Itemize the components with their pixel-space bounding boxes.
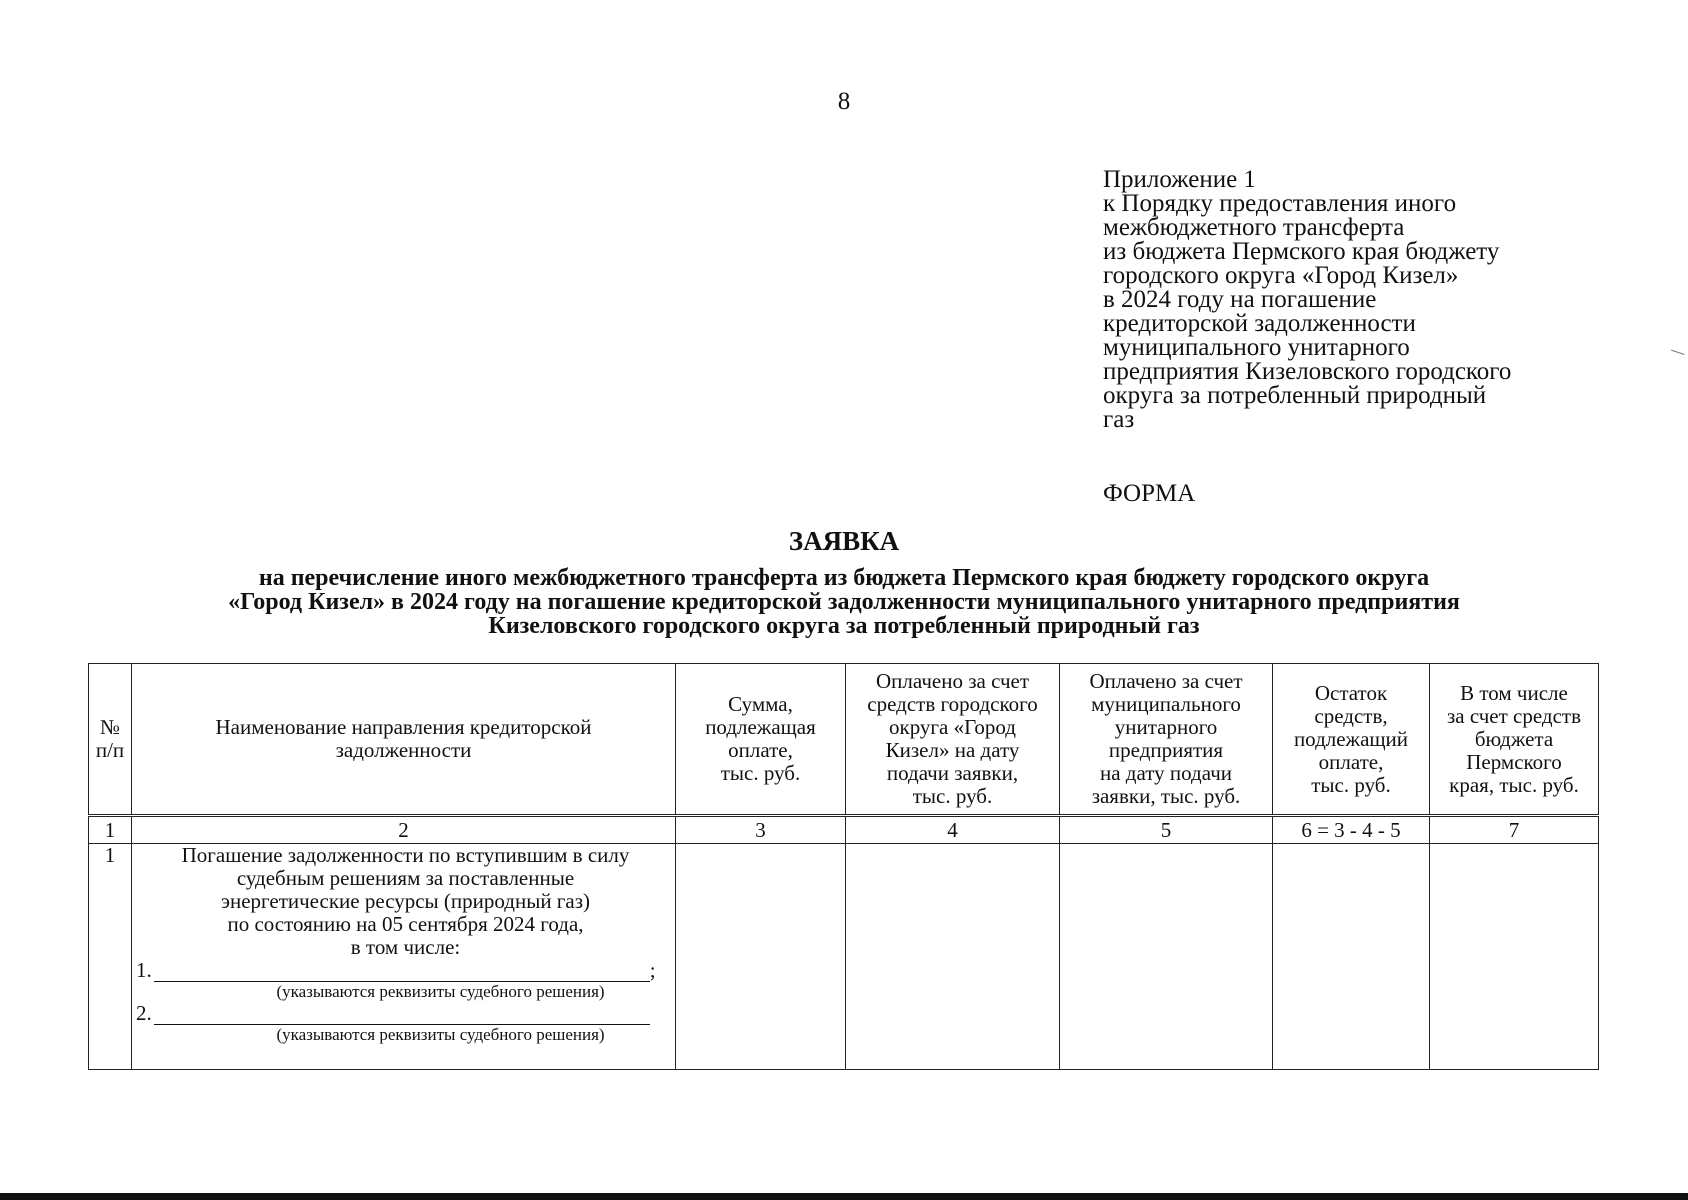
appendix-line: в 2024 году на погашение (1103, 286, 1377, 313)
subtitle-line: на перечисление иного межбюджетного трансферта из бюджета Пермского края бюджету городского округа (258, 565, 1430, 591)
header-row (89, 664, 1599, 816)
header-number: № п/п (89, 664, 132, 816)
court-decision-hint: (указываются реквизиты судебного решения) (276, 982, 605, 1001)
application-table (88, 663, 1599, 1070)
column-index: 1 (89, 816, 132, 844)
column-index: 5 (1060, 816, 1273, 844)
blank-underline (154, 961, 650, 982)
court-decision-hint: (указываются реквизиты судебного решения) (276, 1025, 605, 1044)
appendix-line: городского округа «Город Кизел» (1103, 262, 1459, 289)
header-name: Наименование направления кредиторской задолженности (132, 664, 676, 816)
blank-underline (154, 1004, 650, 1025)
cell-paid-city (846, 844, 1060, 1070)
court-decision-line-1: 1. ; (136, 958, 656, 982)
appendix-line: предприятия Кизеловского городского (1103, 358, 1512, 385)
appendix-line: кредиторской задолженности (1103, 310, 1416, 337)
appendix-line: Приложение 1 (1103, 166, 1256, 193)
column-index-row (89, 816, 1599, 844)
header-remaining: Остаток средств, подлежащий оплате, тыс. руб. (1273, 664, 1430, 816)
cell-paid-enterprise (1060, 844, 1273, 1070)
column-index: 7 (1430, 816, 1599, 844)
column-index: 2 (132, 816, 676, 844)
header-amount: Сумма, подлежащая оплате, тыс. руб. (676, 664, 846, 816)
header-paid-enterprise: Оплачено за счет муниципального унитарного предприятия на дату подачи заявки, тыс. руб. (1060, 664, 1273, 816)
column-index: 4 (846, 816, 1060, 844)
cell-regional-budget (1430, 844, 1599, 1070)
appendix-line: из бюджета Пермского края бюджету (1103, 238, 1500, 265)
table-row (89, 844, 1599, 1070)
page-number: 8 (837, 88, 851, 115)
header-paid-city: Оплачено за счет средств городского округа «Город Кизел» на дату подачи заявки, тыс. руб. (846, 664, 1060, 816)
scan-bottom-border (0, 1193, 1688, 1200)
appendix-line: округа за потребленный природный (1103, 382, 1487, 409)
document-title: ЗАЯВКА (788, 526, 900, 556)
scan-edge-mark (1671, 342, 1687, 355)
document-subtitle (0, 566, 1688, 638)
appendix-block (1103, 168, 1583, 432)
appendix-line: межбюджетного трансферта (1103, 214, 1405, 241)
appendix-line: к Порядку предоставления иного (1103, 190, 1457, 217)
appendix-line: муниципального унитарного (1103, 334, 1410, 361)
subtitle-line: «Город Кизел» в 2024 году на погашение кредиторской задолженности муниципального унитарного предприятия (228, 589, 1460, 615)
cell-amount (676, 844, 846, 1070)
form-label: ФОРМА (1103, 480, 1196, 507)
cell-remaining (1273, 844, 1430, 1070)
subtitle-line: Кизеловского городского округа за потребленный природный газ (488, 613, 1200, 639)
column-index: 3 (676, 816, 846, 844)
column-index: 6 = 3 - 4 - 5 (1273, 816, 1430, 844)
court-decision-line-2: 2. (136, 1002, 675, 1025)
row-number: 1 (89, 844, 132, 1070)
row-description: Погашение задолженности по вступившим в силу судебным решениям за поставленные энергетические ресурсы (природный газ) по состоянию на 05 сентября 2024 года, в том числе: 1. ; (указываются реквизиты судебного решения) 2. (указываются реквизиты судебного решения) (132, 844, 676, 1070)
appendix-line: газ (1103, 406, 1135, 433)
header-regional-budget: В том числе за счет средств бюджета Пермского края, тыс. руб. (1430, 664, 1599, 816)
